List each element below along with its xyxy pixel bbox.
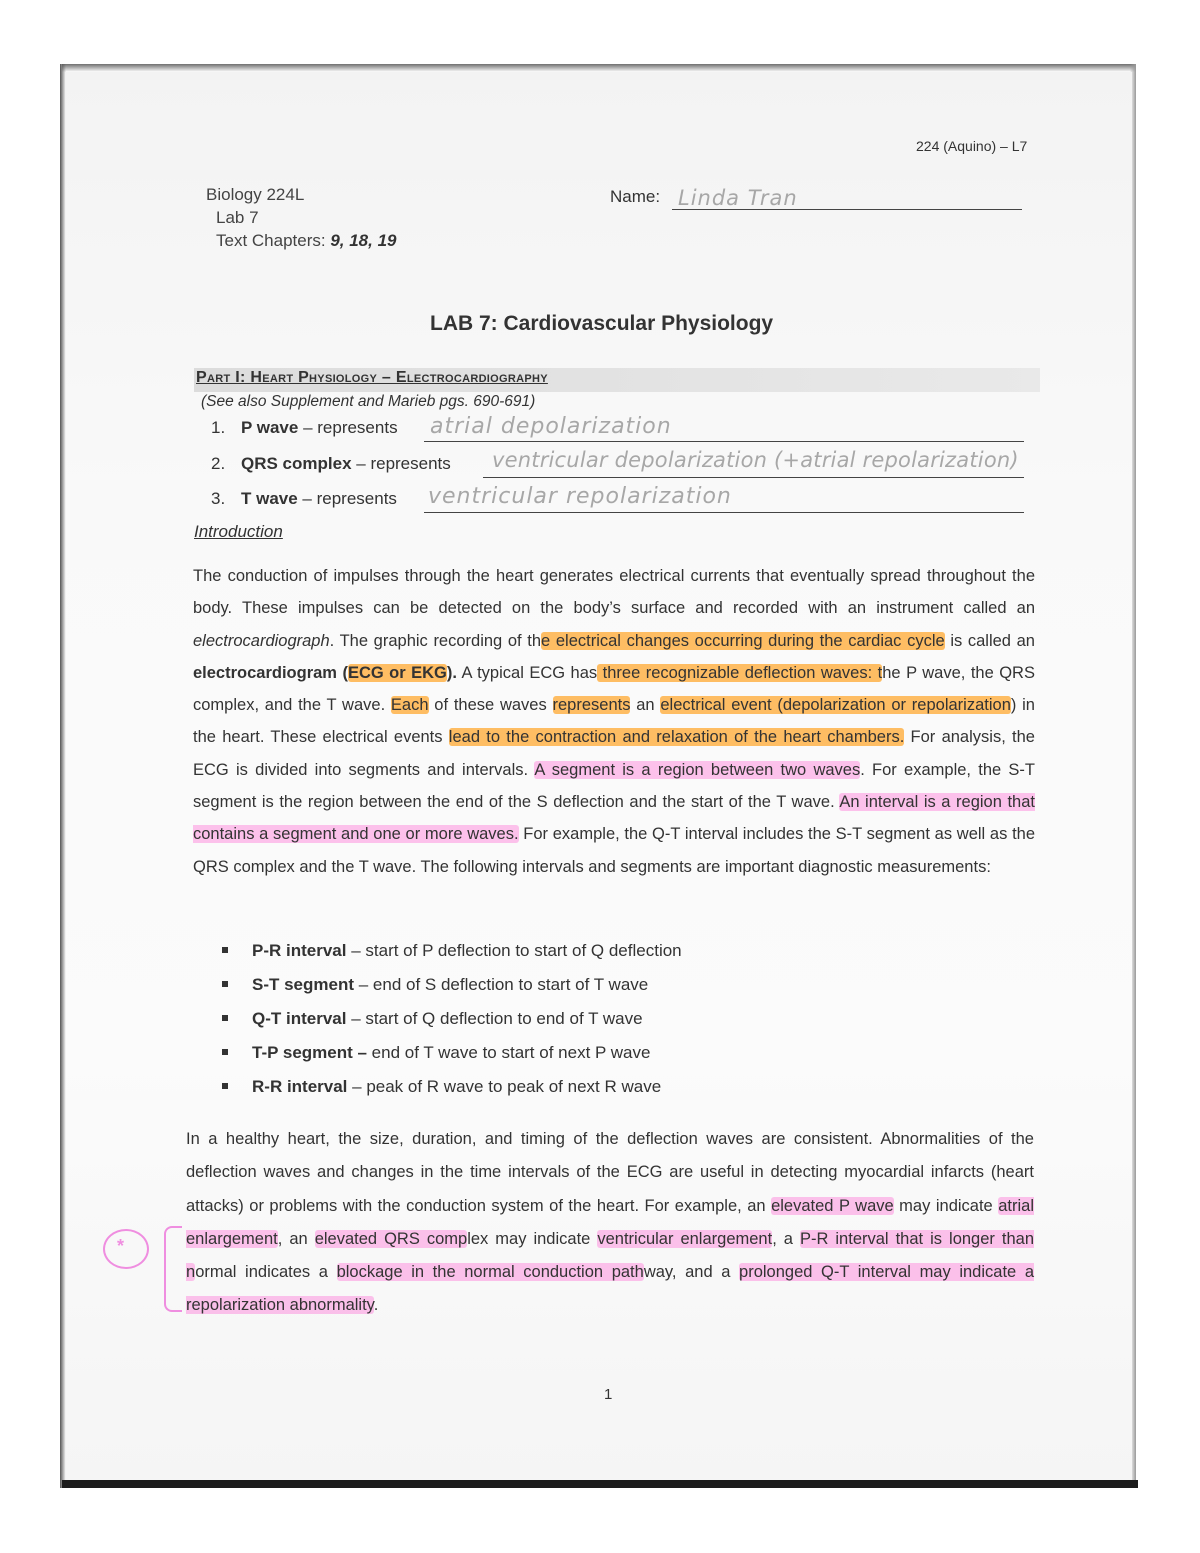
- highlight-orange: Each: [390, 696, 429, 715]
- list-item: [222, 1036, 682, 1070]
- highlight-orange: three recognizable deflection waves: t: [597, 663, 883, 682]
- text-run: is called an: [944, 631, 1035, 650]
- bullet-square-icon: [222, 981, 228, 987]
- answer-line-2: [483, 477, 1024, 478]
- bullet-square-icon: [222, 1083, 228, 1089]
- text-run: . The graphic recording of th: [329, 631, 542, 650]
- text-run: The conduction of impulses through the heart generates electrical currents that eventually spread throughout the body. These impulses can be detected on the body’s surface and recorded with an instrument called an: [193, 567, 1035, 618]
- list-item: [222, 934, 682, 968]
- list-item-desc: – end of S deflection to start of T wave: [354, 975, 649, 994]
- text-run: .: [373, 1296, 379, 1315]
- text-run: ) in the heart. These electrical events: [193, 696, 1035, 747]
- text-run-bold: electrocardiogram (: [193, 663, 348, 682]
- list-item-desc: – start of P deflection to start of Q deflection: [346, 941, 682, 960]
- question-term: QRS complex: [241, 454, 352, 473]
- text-run: . For example, the S-T segment is the region between the end of the S deflection and the start of the T wave.: [193, 760, 1035, 812]
- highlight-pink: A segment is a region between two waves: [534, 760, 861, 779]
- list-item-term: S-T segment: [252, 975, 355, 994]
- name-handwritten: Linda Tran: [678, 186, 798, 210]
- list-item-desc: – peak of R wave to peak of next R wave: [347, 1077, 662, 1096]
- bullet-square-icon: [222, 1015, 228, 1021]
- highlight-orange: represents: [552, 696, 631, 715]
- highlight-pink: P-R interval that is longer than n: [186, 1229, 1035, 1282]
- part-heading: Part I: Heart Physiology – Electrocardiography: [196, 369, 548, 386]
- highlight-pink: atrial enlargement: [186, 1196, 1034, 1248]
- text-run: lex may indicate: [467, 1229, 598, 1248]
- scan-edge-top: [62, 64, 1136, 72]
- intro-paragraph-2: [186, 1123, 1034, 1323]
- highlight-orange: e electrical changes occurring during the cardiac cycle: [541, 631, 945, 650]
- question-2: [211, 454, 451, 474]
- highlight-pink: prolonged Q-T interval may indicate a repolarization abnormality: [186, 1263, 1035, 1315]
- chapters-value: 9, 18, 19: [330, 231, 397, 250]
- question-text: – represents: [351, 454, 451, 473]
- highlight-pink: ventricular enlargement: [597, 1229, 773, 1248]
- question-number: 1.: [211, 418, 226, 437]
- question-term: T wave: [241, 489, 298, 508]
- scan-edge-bottom: [62, 1480, 1138, 1488]
- question-number: 2.: [211, 454, 226, 473]
- text-run: way, and a: [643, 1263, 740, 1282]
- course-info: [206, 183, 397, 252]
- text-run: For example, the Q-T interval includes the S-T segment as well as the QRS complex and the T wave. The following intervals and segments are important diagnostic measurements:: [193, 825, 1036, 876]
- list-item-desc: – start of Q deflection to end of T wave: [346, 1009, 643, 1028]
- question-1: [211, 418, 398, 438]
- lab-number: Lab 7: [216, 208, 259, 227]
- page-title: LAB 7: Cardiovascular Physiology: [430, 312, 774, 335]
- text-run: of these waves: [428, 696, 553, 715]
- text-run: , a: [772, 1229, 800, 1248]
- highlight-pink: elevated P wave: [771, 1196, 894, 1215]
- highlight-pink: blockage in the normal conduction path: [336, 1263, 644, 1282]
- highlight-pink: An interval is a region that contains a segment and one or more waves.: [193, 793, 1035, 844]
- list-item-term: R-R interval: [252, 1077, 348, 1096]
- list-item-term: T-P segment –: [252, 1043, 367, 1062]
- bullet-square-icon: [222, 947, 228, 953]
- answer-handwritten-1: atrial depolarization: [430, 414, 672, 439]
- text-run: an: [630, 696, 661, 715]
- header-course-code: 224 (Aquino) – L7: [916, 138, 1028, 154]
- list-item-term: P-R interval: [252, 941, 347, 960]
- highlight-pink: elevated QRS comp: [314, 1229, 468, 1248]
- text-run: , an: [277, 1229, 315, 1248]
- measurement-list: [222, 934, 682, 1104]
- chapters-label: Text Chapters:: [216, 231, 331, 250]
- text-run: may indicate: [893, 1196, 999, 1215]
- text-run-bold: ).: [446, 663, 457, 682]
- highlight-orange: lead to the contraction and relaxation of the heart chambers.: [448, 728, 905, 747]
- page-number: 1: [604, 1386, 613, 1403]
- highlight-orange: electrical event (depolarization or repolarization: [660, 696, 1011, 715]
- margin-bracket-mark: [164, 1226, 182, 1312]
- question-term: P wave: [241, 418, 299, 437]
- list-item-term: Q-T interval: [252, 1009, 347, 1028]
- list-item: [222, 1070, 682, 1104]
- text-chapters: [206, 229, 397, 252]
- question-text: – represents: [297, 489, 397, 508]
- answer-line-3: [424, 512, 1024, 513]
- answer-line-1: [424, 441, 1024, 442]
- text-run: In a healthy heart, the size, duration, and timing of the deflection waves are consistent. Abnormalities of the deflection waves and changes in the time intervals of the ECG are useful in detecting myocardial infarcts (heart attacks) or problems with the conduction system of the heart. For example, an: [186, 1130, 1034, 1215]
- answer-handwritten-3: ventricular repolarization: [428, 484, 732, 509]
- highlight-orange: ECG or EKG: [347, 663, 447, 682]
- bullet-square-icon: [222, 1049, 228, 1055]
- question-number: 3.: [211, 489, 226, 508]
- margin-star-icon: *: [117, 1236, 125, 1256]
- text-run: A typical ECG has: [456, 663, 598, 682]
- text-run: For analysis, the ECG is divided into segments and intervals.: [193, 728, 1035, 779]
- list-item-desc: end of T wave to start of next P wave: [366, 1043, 651, 1062]
- list-item: [222, 1002, 682, 1036]
- question-3: [211, 489, 397, 509]
- margin-circle-mark: [103, 1229, 149, 1269]
- text-run: ormal indicates a: [195, 1263, 337, 1282]
- name-label: Name:: [610, 187, 661, 206]
- intro-heading: Introduction: [194, 522, 283, 541]
- question-text: – represents: [298, 418, 398, 437]
- see-also-note: (See also Supplement and Marieb pgs. 690-691): [201, 393, 536, 410]
- text-run: he P wave, the QRS complex, and the T wave.: [193, 663, 1035, 715]
- text-run-italic: electrocardiograph: [193, 631, 330, 650]
- answer-handwritten-2: ventricular depolarization (+atrial repolarization): [492, 448, 1019, 472]
- list-item: [222, 968, 682, 1002]
- course-name: Biology 224L: [206, 185, 305, 204]
- intro-paragraph-1: [193, 560, 1035, 883]
